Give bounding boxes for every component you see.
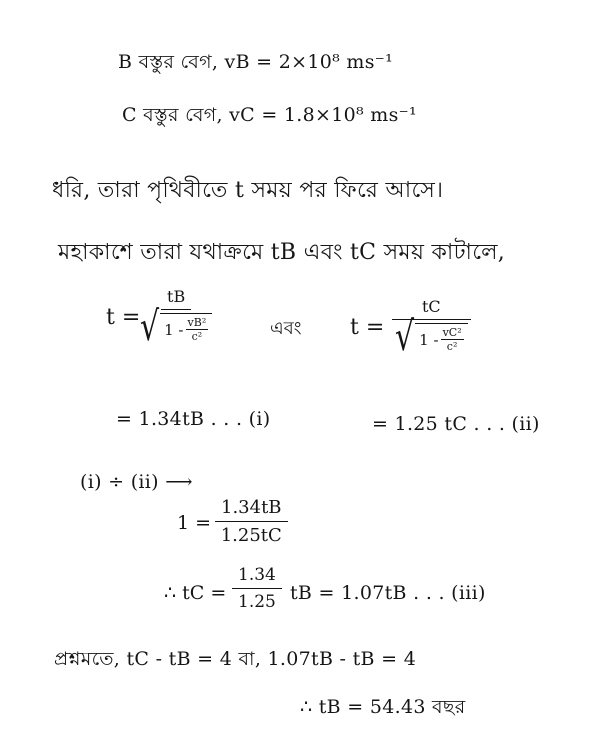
formula1-fraction bbox=[140, 287, 212, 351]
ratio-fraction bbox=[215, 497, 288, 546]
speed-b-line: B বস্তুর বেগ, vB = 2×10⁸ ms⁻¹ bbox=[118, 51, 393, 73]
divide-step: (i) ÷ (ii) ⟶ bbox=[80, 471, 193, 493]
formula2-t-label: t = bbox=[350, 315, 385, 340]
formula1-mini-num: vB² bbox=[187, 316, 207, 329]
formula2-mini-num: vC² bbox=[442, 326, 462, 339]
formula2-mini-den: c² bbox=[446, 340, 458, 353]
formula2-numerator: tC bbox=[392, 297, 471, 320]
formula1-radical-expr: 1 - bbox=[164, 320, 184, 339]
sqrt-sign: √ bbox=[395, 313, 415, 361]
assumption-line: ধরি, তারা পৃথিবীতে t সময় পর ফিরে আসে। bbox=[52, 178, 444, 203]
equation-iii-rhs: tB = 1.07tB . . . (iii) bbox=[290, 582, 486, 604]
formula1-numerator: tB bbox=[161, 287, 191, 310]
ratio-numerator: 1.34tB bbox=[215, 497, 288, 522]
therefore-tc-denominator: 1.25 bbox=[238, 592, 276, 612]
and-word: এবং bbox=[270, 318, 302, 339]
space-time-line: মহাকাশে তারা যথাক্রমে tB এবং tC সময় কাটালে, bbox=[58, 240, 506, 265]
therefore-tc-lhs: ∴ tC = bbox=[164, 582, 227, 604]
formula2-fraction bbox=[392, 297, 471, 361]
formula1-t-label: t = bbox=[106, 305, 141, 330]
speed-c-line: C বস্তুর বেগ, vC = 1.8×10⁸ ms⁻¹ bbox=[122, 104, 417, 126]
ratio-lhs: 1 = bbox=[177, 512, 212, 534]
formula1-sqrt bbox=[140, 303, 212, 351]
equation-ii: = 1.25 tC . . . (ii) bbox=[372, 413, 540, 435]
therefore-tc-numerator: 1.34 bbox=[232, 565, 282, 589]
formula2-sqrt bbox=[395, 313, 468, 361]
sqrt-sign: √ bbox=[140, 303, 160, 351]
ratio-denominator: 1.25tC bbox=[220, 525, 282, 546]
equation-i: = 1.34tB . . . (i) bbox=[116, 408, 271, 430]
question-line: প্রশ্নমতে, tC - tB = 4 বা, 1.07tB - tB = 4 bbox=[54, 648, 417, 670]
therefore-tc-fraction bbox=[232, 565, 282, 612]
formula2-radical-expr: 1 - bbox=[419, 330, 439, 349]
result-line: ∴ tB = 54.43 বছর bbox=[300, 696, 466, 718]
formula1-mini-den: c² bbox=[191, 330, 203, 343]
